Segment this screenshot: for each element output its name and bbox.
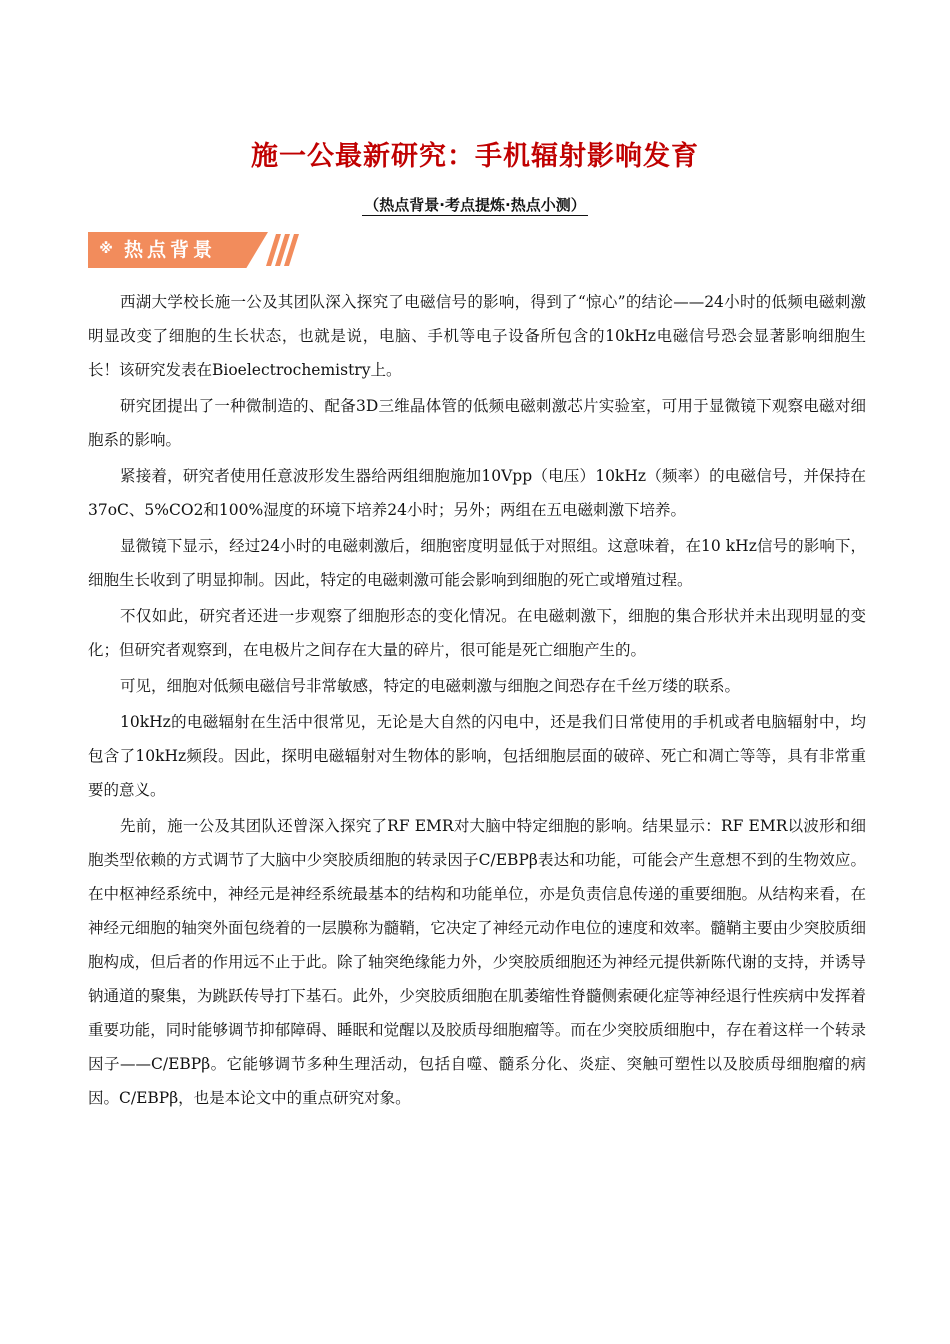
paragraph: 10kHz的电磁辐射在生活中很常见，无论是大自然的闪电中，还是我们日常使用的手机或者电脑辐射中，均包含了10kHz频段。因此，探明电磁辐射对生物体的影响，包括细胞层面的破碎、死亡和凋亡等等，具有非常重要的意义。 bbox=[88, 713, 866, 799]
section-banner bbox=[88, 232, 298, 268]
paragraph: 可见，细胞对低频电磁信号非常敏感，特定的电磁刺激与细胞之间恐存在千丝万缕的联系。 bbox=[120, 677, 741, 695]
subtitle-text: （热点背景·考点提炼·热点小测） bbox=[364, 196, 586, 214]
page-subtitle bbox=[0, 194, 950, 215]
reference-mark-icon: ※ bbox=[99, 241, 113, 257]
page-title: 施一公最新研究：手机辐射影响发育 bbox=[251, 141, 699, 172]
paragraph: 不仅如此，研究者还进一步观察了细胞形态的变化情况。在电磁刺激下，细胞的集合形状并未出现明显的变化；但研究者观察到，在电极片之间存在大量的碎片，很可能是死亡细胞产生的。 bbox=[88, 607, 866, 659]
article-body bbox=[88, 285, 866, 1117]
paragraph: 西湖大学校长施一公及其团队深入探究了电磁信号的影响，得到了“惊心”的结论——24小时的低频电磁刺激明显改变了细胞的生长状态，也就是说，电脑、手机等电子设备所包含的10kHz电磁信号恐会显著影响细胞生长！该研究发表在Bioelectrochemistry上。 bbox=[88, 293, 866, 379]
slash-decoration-icon bbox=[266, 234, 300, 266]
section-heading: 热点背景 bbox=[124, 239, 217, 261]
paragraph: 先前，施一公及其团队还曾深入探究了RF EMR对大脑中特定细胞的影响。结果显示：RF EMR以波形和细胞类型依赖的方式调节了大脑中少突胶质细胞的转录因子C/EBPβ表达和功能，可能会产生意想不到的生物效应。在中枢神经系统中，神经元是神经系统最基本的结构和功能单位，亦是负责信息传递的重要细胞。从结构来看，在神经元细胞的轴突外面包绕着的一层膜称为髓鞘，它决定了神经元动作电位的速度和效率。髓鞘主要由少突胶质细胞构成，但后者的作用远不止于此。除了轴突绝缘能力外，少突胶质细胞还为神经元提供新陈代谢的支持，并诱导钠通道的聚集，为跳跃传导打下基石。此外，少突胶质细胞在肌萎缩性脊髓侧索硬化症等神经退行性疾病中发挥着重要功能，同时能够调节抑郁障碍、睡眠和觉醒以及胶质母细胞瘤等。而在少突胶质细胞中，存在着这样一个转录因子——C/EBPβ。它能够调节多种生理活动，包括自噬、髓系分化、炎症、突触可塑性以及胶质母细胞瘤的病因。C/EBPβ，也是本论文中的重点研究对象。 bbox=[88, 817, 866, 1107]
paragraph: 紧接着，研究者使用任意波形发生器给两组细胞施加10Vpp（电压）10kHz（频率）的电磁信号，并保持在37oC、5%CO2和100%湿度的环境下培养24小时；另外；两组在五电磁刺激下培养。 bbox=[88, 467, 866, 519]
paragraph: 显微镜下显示，经过24小时的电磁刺激后，细胞密度明显低于对照组。这意味着，在10 kHz信号的影响下，细胞生长收到了明显抑制。因此，特定的电磁刺激可能会影响到细胞的死亡或增殖过程。 bbox=[88, 537, 866, 589]
paragraph: 研究团提出了一种微制造的、配备3D三维晶体管的低频电磁刺激芯片实验室，可用于显微镜下观察电磁对细胞系的影响。 bbox=[88, 397, 866, 449]
